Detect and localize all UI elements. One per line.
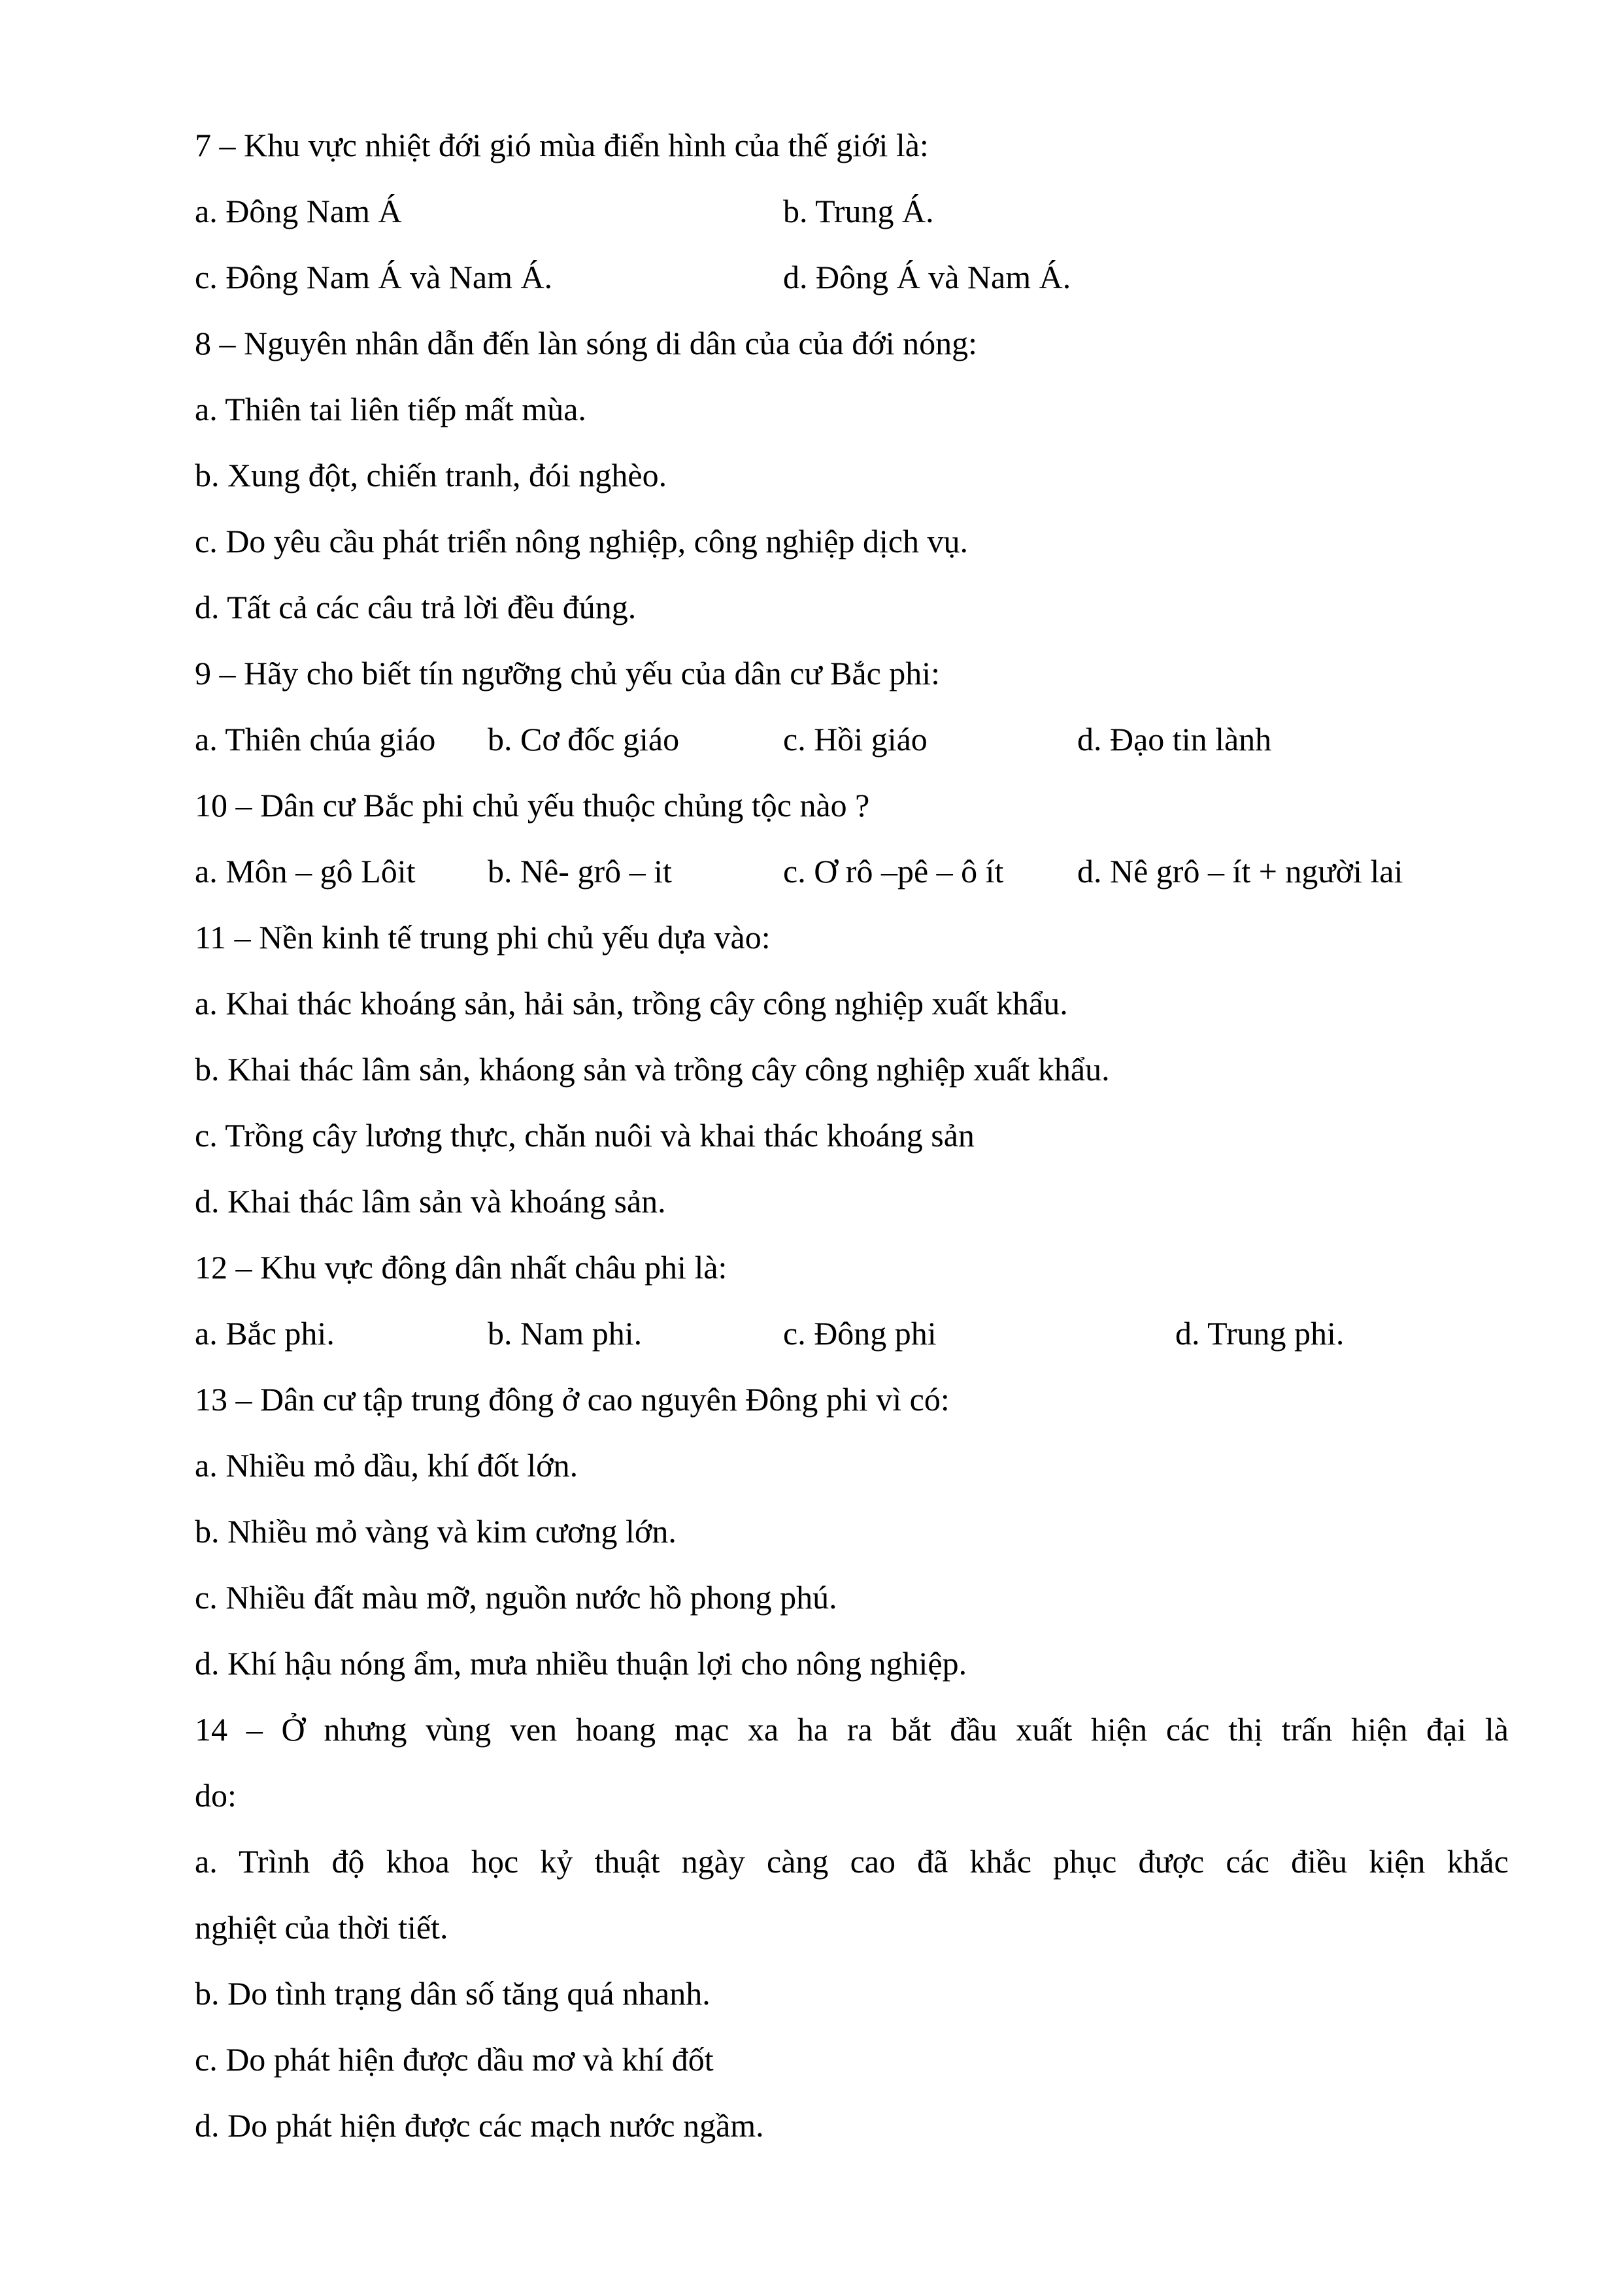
question-7-option-d: d. Đông Á và Nam Á. [783, 259, 1071, 295]
question-11-option-b: b. Khai thác lâm sản, kháong sản và trồng cây công nghiệp xuất khẩu. [195, 1051, 1110, 1088]
question-7-stem: 7 – Khu vực nhiệt đới gió mùa điển hình của thế giới là: [195, 127, 929, 163]
question-11-option-a: a. Khai thác khoáng sản, hải sản, trồng cây công nghiệp xuất khẩu. [195, 985, 1068, 1022]
question-7-options-row-1 [195, 178, 1509, 244]
question-14-option-d: d. Do phát hiện được các mạch nước ngầm. [195, 2107, 764, 2144]
question-10-stem: 10 – Dân cư Bắc phi chủ yếu thuộc chủng tộc nào ? [195, 787, 870, 824]
question-13-option-a: a. Nhiều mỏ dầu, khí đốt lớn. [195, 1447, 578, 1484]
question-9-option-c: c. Hồi giáo [783, 721, 928, 757]
question-14-stem-line-2: do: [195, 1777, 237, 1814]
question-8-option-a: a. Thiên tai liên tiếp mất mùa. [195, 391, 586, 427]
question-10-option-d: d. Nê grô – ít + người lai [1077, 853, 1403, 890]
question-11-option-c: c. Trồng cây lương thực, chăn nuôi và khai thác khoáng sản [195, 1117, 975, 1154]
question-7-option-b: b. Trung Á. [783, 193, 934, 229]
question-7-option-c: c. Đông Nam Á và Nam Á. [195, 259, 553, 295]
question-12-option-c: c. Đông phi [783, 1315, 937, 1352]
question-13-option-b: b. Nhiều mỏ vàng và kim cương lớn. [195, 1513, 677, 1550]
question-9-options-row [195, 707, 1509, 773]
question-14-option-a-line-2: nghiệt của thời tiết. [195, 1909, 448, 1946]
question-12-option-a: a. Bắc phi. [195, 1315, 335, 1352]
question-11-stem: 11 – Nền kinh tế trung phi chủ yếu dựa vào: [195, 919, 771, 956]
question-13-option-d: d. Khí hậu nóng ẩm, mưa nhiều thuận lợi cho nông nghiệp. [195, 1645, 967, 1682]
question-9-option-b: b. Cơ đốc giáo [488, 721, 680, 757]
question-12-option-d: d. Trung phi. [1175, 1315, 1345, 1352]
question-8-stem: 8 – Nguyên nhân dẫn đến làn sóng di dân của của đới nóng: [195, 325, 977, 361]
question-14-stem-line-1: 14 – Ở nhưng vùng ven hoang mạc xa ha ra bắt đầu xuất hiện các thị trấn hiện đại là [195, 1711, 1509, 1748]
question-7-options-row-2 [195, 244, 1509, 310]
question-9-stem: 9 – Hãy cho biết tín ngưỡng chủ yếu của dân cư Bắc phi: [195, 655, 941, 691]
question-14-option-b: b. Do tình trạng dân số tăng quá nhanh. [195, 1975, 711, 2012]
question-14-option-c: c. Do phát hiện được dầu mơ và khí đốt [195, 2041, 714, 2078]
question-12-option-b: b. Nam phi. [488, 1315, 643, 1352]
question-12-stem: 12 – Khu vực đông dân nhất châu phi là: [195, 1249, 728, 1286]
question-10-option-c: c. Ơ rô –pê – ô ít [783, 853, 1004, 890]
question-11-option-d: d. Khai thác lâm sản và khoáng sản. [195, 1183, 666, 1220]
question-9-option-a: a. Thiên chúa giáo [195, 721, 436, 757]
question-8-option-b: b. Xung đột, chiến tranh, đói nghèo. [195, 457, 667, 493]
question-10-options-row [195, 839, 1509, 905]
question-7-option-a: a. Đông Nam Á [195, 193, 402, 229]
question-14-option-a-line-1: a. Trình độ khoa học kỷ thuật ngày càng cao đã khắc phục được các điều kiện khắc [195, 1843, 1509, 1880]
question-9-option-d: d. Đạo tin lành [1077, 721, 1272, 757]
question-10-option-b: b. Nê- grô – it [488, 853, 672, 890]
question-8-option-d: d. Tất cả các câu trả lời đều đúng. [195, 589, 637, 625]
document-page [195, 112, 1509, 2159]
question-13-option-c: c. Nhiều đất màu mỡ, nguồn nước hồ phong phú. [195, 1579, 837, 1616]
question-13-stem: 13 – Dân cư tập trung đông ở cao nguyên Đông phi vì có: [195, 1381, 950, 1418]
question-10-option-a: a. Môn – gô Lôit [195, 853, 416, 890]
question-12-options-row [195, 1301, 1509, 1367]
question-8-option-c: c. Do yêu cầu phát triển nông nghiệp, công nghiệp dịch vụ. [195, 523, 969, 559]
